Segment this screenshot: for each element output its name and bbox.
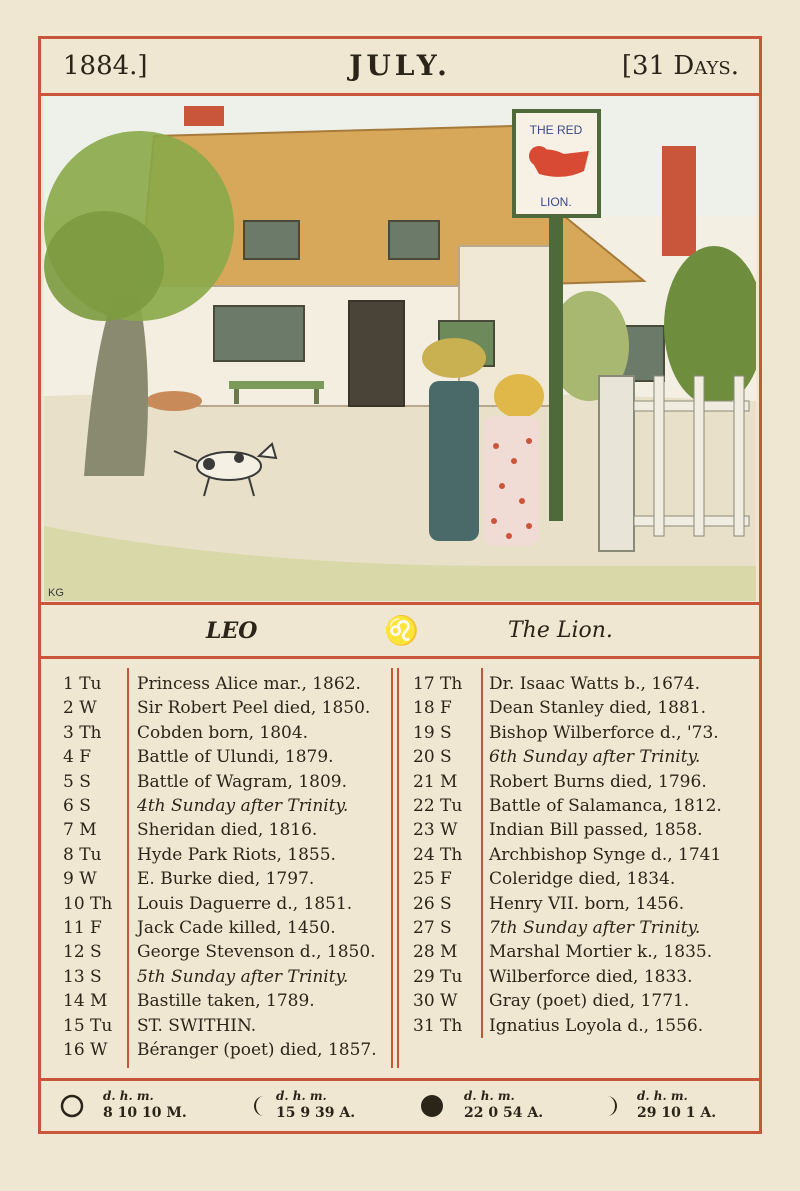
day-label: 20 S [413, 747, 452, 768]
event-text: Robert Burns died, 1796. [489, 771, 707, 792]
day-label: 4 F [63, 747, 92, 768]
event-text: Battle of Wagram, 1809. [137, 771, 347, 792]
event-text: Coleridge died, 1834. [489, 869, 676, 890]
day-label: 21 M [413, 771, 458, 792]
event-text: Ignatius Loyola d., 1556. [489, 1015, 704, 1036]
moon-value: 22 0 54 A. [464, 1105, 544, 1121]
zodiac-meaning: The Lion. [508, 618, 613, 643]
moon-label: d. h. m. [637, 1089, 688, 1103]
column-rule [397, 668, 399, 1068]
event-text: Indian Bill passed, 1858. [489, 820, 703, 841]
event-text: Bishop Wilberforce d., '73. [489, 722, 719, 743]
days-count: [31 Days. [621, 51, 739, 81]
day-label: 2 W [63, 698, 97, 719]
event-text: Béranger (poet) died, 1857. [137, 1040, 377, 1060]
event-text: Archbishop Synge d., 1741 [489, 844, 722, 865]
event-text: Battle of Ulundi, 1879. [137, 747, 334, 768]
divider-middle [41, 656, 759, 659]
artist-monogram: KG [48, 587, 64, 599]
day-label: 8 Tu [63, 844, 102, 865]
calendar-table [41, 662, 759, 1072]
waning-moon-icon [599, 1093, 625, 1119]
day-label: 6 S [63, 796, 91, 816]
year-label: 1884.] [63, 51, 148, 81]
calendar-header [41, 39, 759, 96]
new-moon-outline-icon [59, 1093, 85, 1119]
full-moon-dark-icon [419, 1093, 445, 1119]
day-label: 26 S [413, 893, 452, 914]
day-label: 14 M [63, 991, 108, 1012]
event-text: Wilberforce died, 1833. [489, 966, 693, 987]
moon-value: 8 10 10 M. [103, 1105, 187, 1121]
event-text: Hyde Park Riots, 1855. [137, 844, 336, 865]
day-label: 5 S [63, 771, 91, 792]
leo-symbol-icon: ♌ [384, 614, 419, 647]
event-text: Louis Daguerre d., 1851. [137, 893, 353, 914]
day-label: 30 W [413, 991, 458, 1012]
event-text: 7th Sunday after Trinity. [489, 918, 701, 938]
event-text: Gray (poet) died, 1771. [489, 991, 690, 1012]
event-text: 5th Sunday after Trinity. [137, 966, 349, 987]
moon-label: d. h. m. [276, 1089, 327, 1103]
event-text: E. Burke died, 1797. [137, 869, 315, 890]
event-text: George Stevenson d., 1850. [137, 942, 376, 963]
moon-phases-row [41, 1078, 759, 1131]
event-text: Sheridan died, 1816. [137, 820, 318, 841]
event-text: Princess Alice mar., 1862. [137, 674, 361, 694]
day-label: 25 F [413, 869, 452, 890]
event-text: ST. SWITHIN. [137, 1015, 257, 1036]
event-text: Cobden born, 1804. [137, 722, 309, 743]
column-rule [481, 668, 483, 1038]
day-label: 17 Th [413, 674, 463, 694]
event-text: Battle of Salamanca, 1812. [489, 796, 722, 816]
day-label: 10 Th [63, 893, 113, 914]
moon-value: 15 9 39 A. [276, 1105, 356, 1121]
column-rule [127, 668, 129, 1068]
event-text: 4th Sunday after Trinity. [137, 796, 349, 816]
moon-label: d. h. m. [464, 1089, 515, 1103]
day-label: 16 W [63, 1040, 108, 1060]
day-label: 28 M [413, 942, 458, 963]
day-label: 31 Th [413, 1015, 463, 1036]
day-label: 3 Th [63, 722, 102, 743]
column-rule [391, 668, 393, 1068]
day-label: 18 F [413, 698, 452, 719]
day-label: 9 W [63, 869, 97, 890]
crescent-moon-icon [246, 1093, 272, 1119]
event-text: Sir Robert Peel died, 1850. [137, 698, 371, 719]
divider-top [41, 602, 759, 605]
day-label: 11 F [63, 918, 102, 938]
day-label: 24 Th [413, 844, 463, 865]
day-label: 13 S [63, 966, 102, 987]
event-text: Jack Cade killed, 1450. [137, 918, 336, 938]
inn-illustration [44, 96, 756, 601]
zodiac-name: LEO [206, 618, 258, 644]
day-label: 22 Tu [413, 796, 463, 816]
day-label: 1 Tu [63, 674, 102, 694]
event-text: Henry VII. born, 1456. [489, 893, 685, 914]
event-text: Dr. Isaac Watts b., 1674. [489, 674, 701, 694]
moon-label: d. h. m. [103, 1089, 154, 1103]
zodiac-row [41, 608, 759, 656]
day-label: 7 M [63, 820, 97, 841]
event-text: Marshal Mortier k., 1835. [489, 942, 713, 963]
event-text: Bastille taken, 1789. [137, 991, 315, 1012]
day-label: 23 W [413, 820, 458, 841]
day-label: 19 S [413, 722, 452, 743]
month-title: JULY. [349, 49, 451, 82]
event-text: Dean Stanley died, 1881. [489, 698, 706, 719]
day-label: 12 S [63, 942, 102, 963]
moon-value: 29 10 1 A. [637, 1105, 717, 1121]
day-label: 27 S [413, 918, 452, 938]
sign-text-bottom: LION. [540, 195, 572, 209]
sign-text-top: THE RED [529, 123, 583, 137]
event-text: 6th Sunday after Trinity. [489, 747, 701, 768]
day-label: 29 Tu [413, 966, 463, 987]
day-label: 15 Tu [63, 1015, 113, 1036]
